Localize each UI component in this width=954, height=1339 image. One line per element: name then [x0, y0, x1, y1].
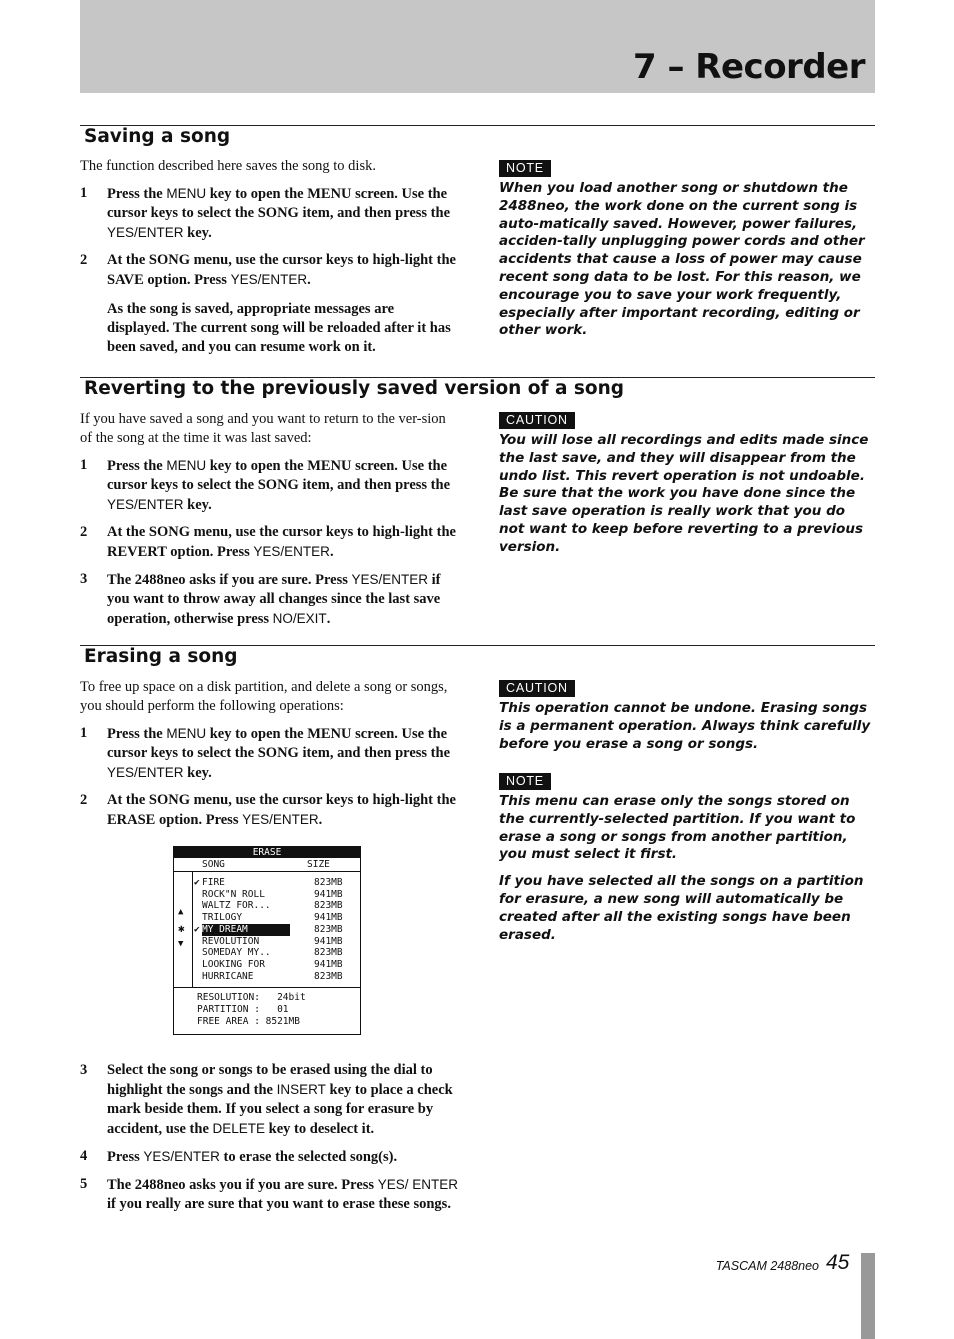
screen-song-size: 941MB [314, 912, 343, 924]
footer-brand: TASCAM 2488neo [715, 1259, 819, 1273]
key-name: YES/ENTER [253, 544, 330, 559]
step-text: The 2488neo asks you if you are sure. Press [107, 1177, 378, 1193]
step-text: key to open the MENU screen. Use the cursor keys to select the SONG item, and then press the [107, 726, 451, 761]
scroll-up-arrow-icon: ▲ [178, 907, 184, 917]
step-number: 5 [80, 1176, 88, 1192]
key-name: YES/ENTER [107, 225, 184, 240]
key-name: YES/ENTER [107, 765, 184, 780]
screen-song-row [194, 889, 358, 901]
step-text: Press the [107, 726, 167, 742]
saving-step-2 [80, 251, 458, 290]
reverting-step-3 [80, 570, 458, 629]
key-name: YES/ENTER [230, 272, 308, 287]
key-name: MENU [166, 726, 207, 741]
screen-free-area: FREE AREA : 8521MB [197, 1016, 300, 1027]
key-name: NO/EXIT [272, 611, 327, 626]
key-name: INSERT [276, 1082, 326, 1097]
step-number: 3 [80, 1062, 88, 1078]
step-number: 2 [80, 524, 88, 540]
step-text: key to place a check mark beside them. If you select a song for erasure by accident, use the [107, 1082, 453, 1137]
key-name: YES/ ENTER [377, 1177, 458, 1192]
erasing-step-1 [80, 724, 458, 783]
screen-song-name: FIRE [202, 877, 225, 888]
screen-song-size: 941MB [314, 888, 343, 900]
screen-song-row [194, 947, 358, 959]
reverting-step-1 [80, 456, 458, 515]
screen-song-row [194, 959, 358, 971]
step-text: if you really are sure that you want to erase these songs. [107, 1196, 451, 1212]
check-mark-icon: ✔ [194, 923, 200, 935]
dial-icon: ✱ [178, 922, 185, 935]
step-text: Press the [107, 186, 167, 202]
note-text: When you load another song or shutdown the 2488neo, the work done on the current song is auto-matically saved. However, power failures, acciden-tally unplugging power cords and other accidents that cause a loss of power may cause recent song data to be lost. For this reason, we encourage you to save your work frequently, especially after important recording, editing or other work. [499, 180, 865, 339]
erasing-step-5 [80, 1175, 458, 1214]
screen-song-size: 823MB [314, 877, 343, 888]
saving-steps [80, 184, 458, 290]
screen-column-line [192, 871, 193, 988]
saving-body [80, 157, 458, 357]
screen-song-size: 823MB [314, 970, 343, 982]
step-text: to erase the selected song(s). [219, 1149, 398, 1165]
step-text: key to open the MENU screen. Use the cursor keys to select the SONG item, and then press the [107, 458, 451, 493]
caution-text: This operation cannot be undone. Erasing songs is a permanent operation. Always think carefully before you erase a song or songs. [499, 700, 871, 752]
screen-info-line [174, 987, 360, 988]
check-mark-icon: ✔ [194, 877, 200, 888]
step-text: At the SONG menu, use the cursor keys to high-light the REVERT option. Press [107, 524, 456, 560]
step-text: Press [107, 1149, 144, 1165]
screen-song-row [194, 936, 358, 948]
step-text: At the SONG menu, use the cursor keys to high-light the ERASE option. Press [107, 792, 456, 828]
step-text: key to deselect it. [265, 1121, 375, 1137]
step-number: 2 [80, 252, 88, 268]
screen-song-size: 941MB [314, 958, 343, 970]
erasing-body-top [80, 678, 458, 838]
scroll-down-arrow-icon: ▼ [178, 939, 184, 949]
key-name: YES/ENTER [143, 1149, 220, 1164]
screen-resolution: RESOLUTION: 24bit [197, 992, 306, 1003]
caution-label: CAUTION [499, 412, 575, 429]
step-text: . [326, 611, 331, 627]
saving-step-1 [80, 184, 458, 243]
saving-after-text: As the song is saved, appropriate messages are displayed. The current song will be reloaded after it has been saved, and you can resume work on it. [107, 301, 451, 355]
screen-song-size: 941MB [314, 935, 343, 947]
step-number: 4 [80, 1148, 88, 1164]
page-number: 45 [826, 1251, 850, 1274]
step-text: key. [183, 497, 212, 513]
screen-song-row [194, 971, 358, 983]
note-text-1: This menu can erase only the songs stored on the currently-selected partition. If you want to erase a song or songs from another partition, you must select it first. [499, 793, 856, 863]
screen-song-name: HURRICANE [202, 970, 254, 982]
erasing-step-3 [80, 1061, 458, 1139]
erasing-body-bottom [80, 1061, 458, 1222]
erasing-steps-bottom [80, 1061, 458, 1214]
erasing-heading: Erasing a song [84, 646, 238, 667]
screen-song-name: SOMEDAY MY.. [202, 947, 271, 959]
screen-song-name: TRILOGY [202, 912, 243, 924]
reverting-heading: Reverting to the previously saved version of a song [84, 378, 625, 399]
step-text: . [307, 272, 311, 288]
erasing-step-4 [80, 1147, 458, 1167]
step-text: The 2488neo asks if you are sure. Press [107, 572, 352, 588]
step-number: 2 [80, 792, 88, 808]
caution-text: You will lose all recordings and edits made since the last save, and they will disappear from the undo list. This revert operation is not undoable. Be sure that the work you have done since the last save operation is really work that you do not want to keep before reverting to a previous version. [499, 432, 869, 555]
screen-col-song: SONG [202, 859, 225, 870]
reverting-caution [499, 411, 874, 557]
key-name: MENU [166, 458, 207, 473]
key-name: DELETE [212, 1121, 266, 1136]
reverting-intro: If you have saved a song and you want to return to the ver-sion of the song at the time it was last saved: [80, 411, 446, 446]
screen-header-line [174, 871, 360, 872]
step-text: if you want to throw away all changes since the last save operation, otherwise press [107, 572, 441, 627]
step-text: . [318, 812, 323, 828]
screen-song-name: REVOLUTION [202, 935, 260, 947]
screen-song-name: LOOKING FOR [202, 958, 265, 970]
chapter-title: 7 – Recorder [632, 47, 865, 87]
screen-song-row [194, 924, 358, 936]
reverting-body [80, 410, 458, 637]
erasing-intro: To free up space on a disk partition, and delete a song or songs, you should perform the following operations: [80, 679, 448, 714]
screen-title: ERASE [174, 847, 360, 858]
step-text: key to open the MENU screen. Use the cursor keys to select the SONG item, and then press the [107, 186, 451, 221]
step-number: 1 [80, 457, 88, 473]
step-text: . [329, 544, 334, 560]
screen-partition: PARTITION : 01 [197, 1004, 289, 1015]
step-text: At the SONG menu, use the cursor keys to high-light the SAVE option. Press [107, 252, 456, 288]
screen-col-size: SIZE [307, 859, 330, 870]
reverting-step-2 [80, 523, 458, 562]
step-text: Select the song or songs to be erased using the dial to highlight the songs and the [107, 1062, 433, 1098]
screen-song-row [194, 912, 358, 924]
reverting-steps [80, 456, 458, 629]
erasing-caution [499, 679, 874, 753]
saving-heading: Saving a song [84, 126, 231, 147]
screen-song-name: ROCK"N ROLL [202, 888, 265, 900]
screen-song-size: 823MB [314, 923, 343, 935]
note-label: NOTE [499, 773, 551, 790]
note-text-2: If you have selected all the songs on a partition for erasure, a new song will automatically be created after all the existing songs have been erased. [499, 873, 864, 943]
key-name: YES/ENTER [107, 497, 184, 512]
screen-song-row [194, 900, 358, 912]
step-text: key. [183, 765, 212, 781]
saving-note [499, 159, 874, 340]
key-name: MENU [166, 186, 207, 201]
note-label: NOTE [499, 160, 551, 177]
step-text: key. [183, 225, 212, 241]
screen-song-row [194, 877, 358, 889]
caution-label: CAUTION [499, 680, 575, 697]
saving-intro: The function described here saves the song to disk. [80, 158, 376, 174]
step-number: 3 [80, 571, 88, 587]
screen-song-size: 823MB [314, 947, 343, 959]
page-edge-tab [861, 1253, 875, 1339]
erasing-step-2 [80, 791, 458, 830]
step-number: 1 [80, 725, 88, 741]
key-name: YES/ENTER [351, 572, 429, 587]
key-name: YES/ENTER [242, 812, 319, 827]
screen-song-name: WALTZ FOR... [202, 900, 271, 912]
step-number: 1 [80, 185, 88, 201]
chapter-header-bar [80, 0, 875, 93]
erasing-steps-top [80, 724, 458, 830]
screen-song-name: MY DREAM [202, 924, 290, 936]
erase-screen [173, 846, 361, 1035]
screen-song-size: 823MB [314, 900, 343, 912]
erasing-note [499, 772, 874, 944]
step-text: Press the [107, 458, 167, 474]
